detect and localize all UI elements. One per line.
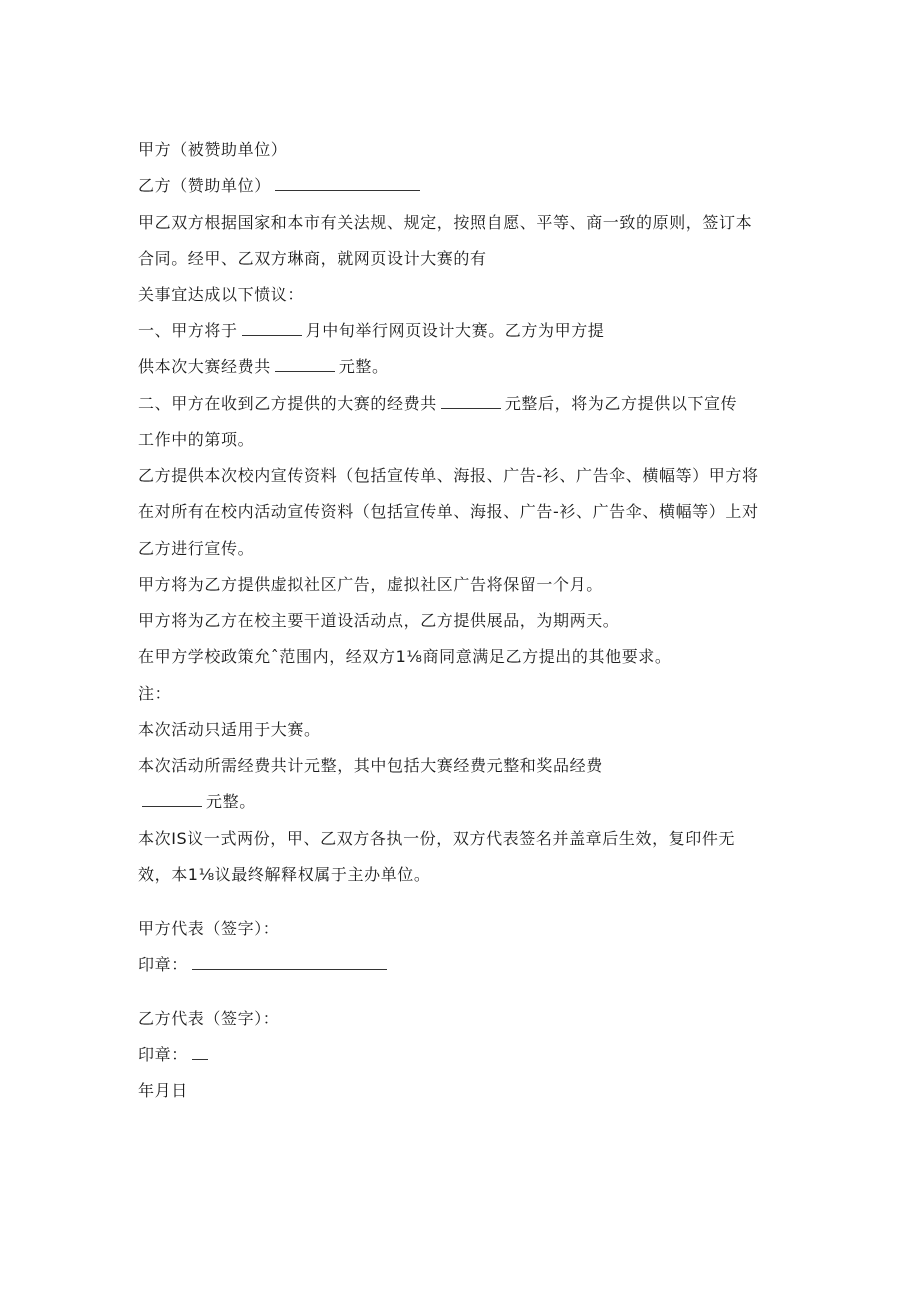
intro-text-2: 合同。经甲、乙双方琳商，就网页设计大赛的有 [138,249,487,268]
sign-b-rep-text: 乙方代表（签字）： [138,1009,280,1028]
note-label-line [138,684,171,704]
item-2-text: 甲方将为乙方提供虚拟社区广告，虚拟社区广告将保留一个月。 [138,575,603,594]
clause-2-line-b [138,430,254,450]
clause-2-text-post: 元整后，将为乙方提供以下宣传 [504,394,738,413]
sign-b-seal-blank [192,1045,208,1060]
sign-a-seal-text: 印章： [138,955,188,974]
item-3-text: 甲方将为乙方在校主要干道设活动点，乙方提供展品，为期两天。 [138,611,620,630]
clause-2-amount-blank [441,394,501,409]
item-1-text-b: 在对所有在校内活动宣传资料（包括宣传单、海报、广告-衫、广告伞、横幅等）上对 [138,502,759,521]
clause-1-amount-blank [275,357,335,372]
clause-1-month-blank [242,321,302,336]
sign-a-rep-line [138,919,279,939]
clause-1-text-post: 月中旬举行网页设计大赛。乙方为甲方提 [305,321,605,340]
intro-line-3 [138,285,304,305]
party-b-line [138,176,424,196]
item-1-line-b [138,502,759,522]
sign-b-seal-line [138,1045,212,1065]
prize-amount-blank [142,792,202,807]
item-1-text-c: 乙方进行宣传。 [138,539,255,558]
note-label: 注： [138,684,172,703]
item-1-line-a [138,466,759,486]
note-1-text: 本次活动只适用于大赛。 [138,720,321,739]
sign-b-rep-line [138,1009,279,1029]
note-2-line [138,756,603,776]
note-4-line-a [138,829,735,849]
intro-text-1: 甲乙双方根据国家和本市有关法规、规定，按照自愿、平等、商一致的原则，签订本 [138,213,753,232]
sign-a-seal-line [138,955,391,975]
clause-1b-text-pre: 供本次大赛经费共 [138,357,271,376]
note-4-line-b [138,865,431,885]
item-4-line [138,647,672,667]
party-a-text: 甲方（被赞助单位） [138,140,288,159]
item-4-text: 在甲方学校政策允ˆ范围内，经双方1⅛商同意满足乙方提出的其他要求。 [138,647,672,666]
date-line [138,1081,188,1101]
clause-2-line-a [138,394,737,414]
intro-line-2 [138,249,487,269]
sign-b-seal-text: 印章： [138,1045,188,1064]
intro-line-1 [138,213,752,233]
item-1-line-c [138,539,254,559]
note-4-text-b: 效，本1⅛议最终解释权属于主办单位。 [138,865,431,884]
item-2-line [138,575,603,595]
sign-a-seal-blank [192,955,387,970]
clause-1-line-b [138,357,389,377]
clause-1b-text-post: 元整。 [338,357,389,376]
item-1-text-a: 乙方提供本次校内宣传资料（包括宣传单、海报、广告-衫、广告伞、横幅等）甲方将 [138,466,759,485]
note-2-text: 本次活动所需经费共计元整，其中包括大赛经费元整和奖品经费 [138,756,603,775]
note-4-text-a: 本次IS议一式两份，甲、乙双方各执一份，双方代表签名并盖章后生效，复印件无 [138,829,736,848]
intro-text-3: 关事宜达成以下愤议： [138,285,305,304]
date-text: 年月日 [138,1081,188,1100]
party-b-blank [275,176,420,191]
party-b-text: 乙方（赞助单位） [138,176,271,195]
clause-1-text-pre: 一、甲方将于 [138,321,238,340]
item-3-line [138,611,619,631]
note-3-text: 元整。 [206,792,256,811]
sign-a-rep-text: 甲方代表（签字）： [138,919,280,938]
clause-2b-text: 工作中的第项。 [138,430,255,449]
note-3-line [138,792,256,812]
note-1-line [138,720,321,740]
party-a-line [138,140,287,160]
clause-2-text-pre: 二、甲方在收到乙方提供的大赛的经费共 [138,394,437,413]
clause-1-line-a [138,321,604,341]
